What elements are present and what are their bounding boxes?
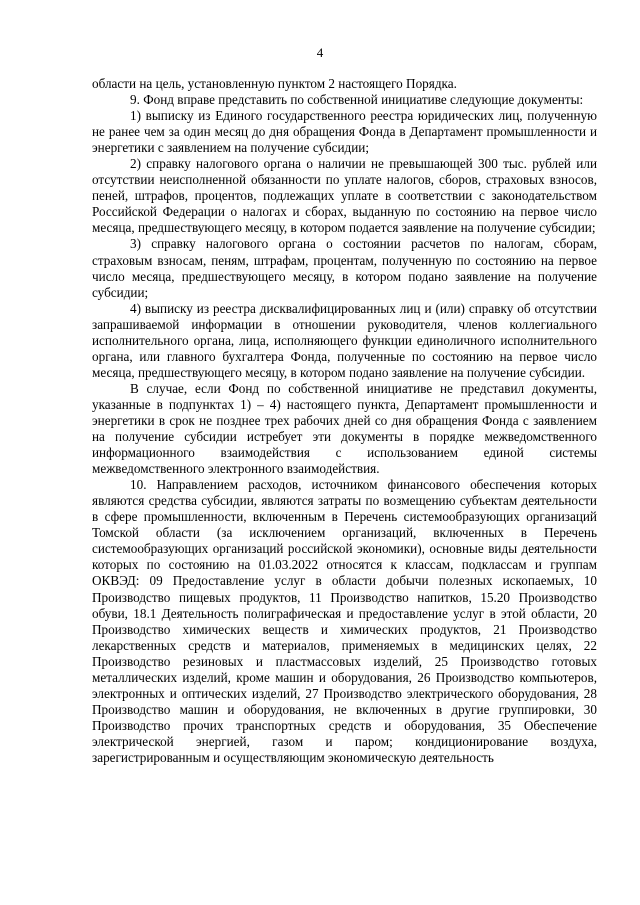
paragraph-interagency-request: В случае, если Фонд по собственной инициативе не представил документы, указанные в подпунктах 1) – 4) настоящего пункта, Департамент промышленности и энергетики в срок не позднее трех рабочих дней со дня обращения Фонда с заявлением на получение субсидии истребует эти документы в порядке межведомственного информационного взаимодействия с использованием единой системы межведомственного электронного взаимодействия. (92, 380, 597, 477)
paragraph-subitem-4: 4) выписку из реестра дисквалифицированных лиц и (или) справку об отсутствии запрашиваемой информации в отношении руководителя, членов коллегиального исполнительного органа, лица, исполняющего функции единоличного исполнительного органа, или главного бухгалтера Фонда, полученные по состоянию на первое число месяца, предшествующего месяцу, в котором подано заявление на получение субсидии. (92, 300, 597, 380)
paragraph-item-10: 10. Направлением расходов, источником финансового обеспечения которых являются средства субсидии, являются затраты по возмещению субъектам деятельности в сфере промышленности, включенным в Перечень системообразующих организаций Томской области (за исключением организаций, включенных в Перечень системообразующих организаций российской экономики), основные виды деятельности которых по состоянию на 01.03.2022 относятся к классам, подклассам и группам ОКВЭД: 09 Предоставление услуг в области добычи полезных ископаемых, 10 Производство пищевых продуктов, 11 Производство напитков, 15.20 Производство обуви, 18.1 Деятельность полиграфическая и предоставление услуг в этой области, 20 Производство химических веществ и химических продуктов, 21 Производство лекарственных средств и материалов, применяемых в медицинских целях, 22 Производство резиновых и пластмассовых изделий, 25 Производство готовых металлических изделий, кроме машин и оборудования, 26 Производство компьютеров, электронных и оптических изделий, 27 Производство электрического оборудования, 28 Производство машин и оборудования, не включенных в другие группировки, 30 Производство прочих транспортных средств и оборудования, 35 Обеспечение электрической энергией, газом и паром; кондиционирование воздуха, зарегистрированным и осуществляющим экономическую деятельность (92, 477, 597, 765)
paragraph-continuation: области на цель, установленную пунктом 2 настоящего Порядка. (92, 76, 457, 91)
document-body (92, 76, 597, 766)
paragraph-subitem-1: 1) выписку из Единого государственного реестра юридических лиц, полученную не ранее чем за один месяц до дня обращения Фонда в Департамент промышленности и энергетики с заявлением на получение субсидии; (92, 108, 597, 156)
paragraph-item-9: 9. Фонд вправе представить по собственной инициативе следующие документы: (130, 92, 584, 108)
paragraph-subitem-3: 3) справку налогового органа о состоянии расчетов по налогам, сборам, страховым взносам, пеням, штрафам, процентам, полученную по состоянию на первое число месяца, предшествующего месяцу, в котором подано заявление на получение субсидии; (92, 236, 597, 300)
page-number: 4 (316, 45, 324, 60)
paragraph-subitem-2: 2) справку налогового органа о наличии не превышающей 300 тыс. рублей или отсутствии неисполненной обязанности по уплате налогов, сборов, страховых взносов, пеней, штрафов, процентов, подлежащих уплате в соответствии с законодательством Российской Федерации о налогах и сборах, выданную по состоянию на первое число месяца, предшествующего месяцу, в котором подается заявление на получение субсидии; (92, 156, 597, 236)
